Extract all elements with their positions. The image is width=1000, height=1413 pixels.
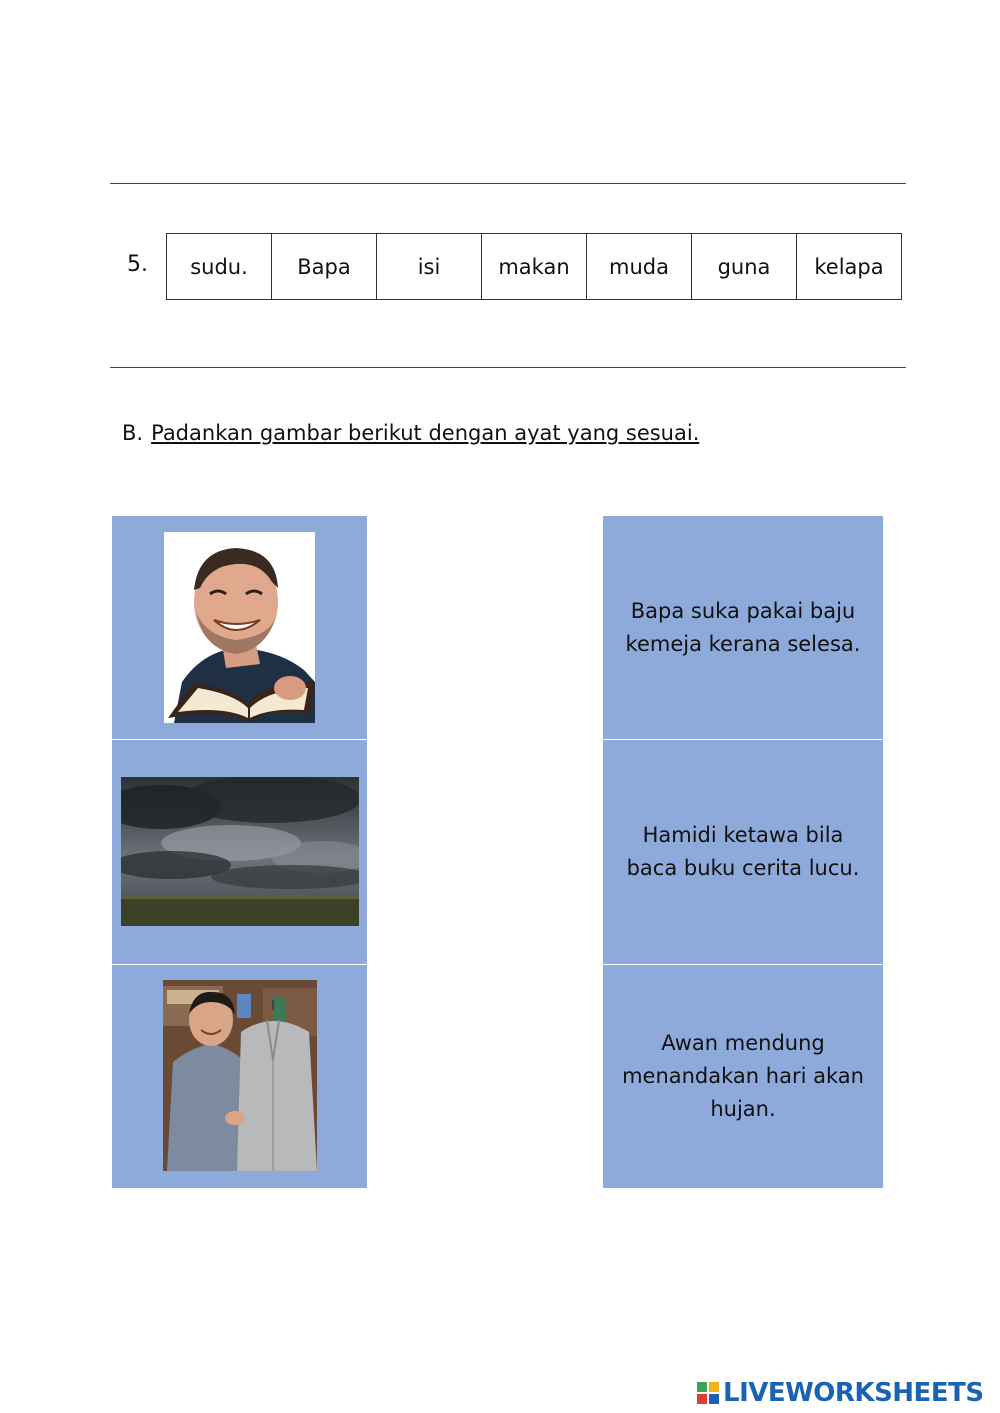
section-letter: B.: [122, 421, 144, 445]
section-b-instruction: [122, 421, 699, 445]
answer-line[interactable]: [110, 367, 906, 368]
sentence-text: Hamidi ketawa bila baca buku cerita lucu.: [626, 823, 860, 880]
question-number: 5.: [127, 252, 148, 277]
word-table: [166, 233, 902, 300]
word-card[interactable]: guna: [692, 234, 797, 300]
man-holding-shirt-image: [163, 980, 317, 1171]
word-card[interactable]: muda: [587, 234, 692, 300]
word-card[interactable]: sudu.: [167, 234, 272, 300]
sentence-text: Awan mendung menandakan hari akan hujan.: [622, 1031, 864, 1121]
word-card[interactable]: Bapa: [272, 234, 377, 300]
sentence-text: Bapa suka pakai baju kemeja kerana selesa.: [625, 598, 861, 656]
logo-grid-icon: [697, 1382, 719, 1404]
picture-cell[interactable]: [112, 740, 367, 964]
man-laughing-reading-image: [164, 532, 315, 723]
logo-text: LIVEWORKSHEETS: [723, 1378, 984, 1408]
word-card[interactable]: makan: [482, 234, 587, 300]
sentence-card[interactable]: [603, 965, 883, 1188]
word-card[interactable]: kelapa: [797, 234, 902, 300]
storm-clouds-image: [121, 777, 359, 926]
sentence-card[interactable]: [603, 516, 883, 739]
liveworksheets-logo: [697, 1378, 984, 1408]
picture-cell[interactable]: [112, 516, 367, 739]
picture-cell[interactable]: [112, 965, 367, 1188]
answer-line-top: [110, 183, 906, 184]
instruction-text: Padankan gambar berikut dengan ayat yang sesuai.: [151, 421, 700, 445]
word-card[interactable]: isi: [377, 234, 482, 300]
sentence-card[interactable]: [603, 740, 883, 964]
